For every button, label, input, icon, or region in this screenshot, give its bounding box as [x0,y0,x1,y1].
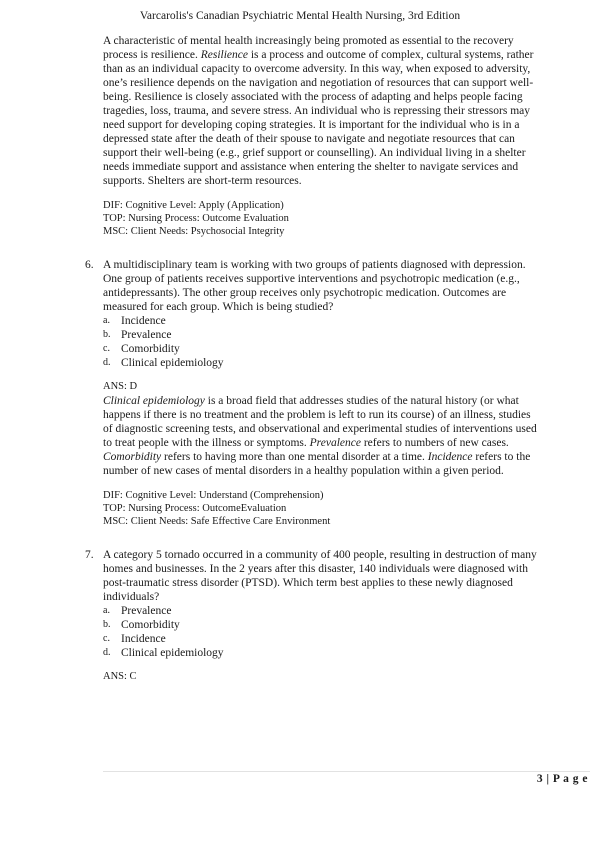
intro-term-resilience: Resilience [200,49,248,61]
option-c [103,342,543,356]
term-prevalence: Prevalence [309,437,361,449]
question-stem: A category 5 tornado occurred in a community of 400 people, resulting in destruction of many homes and businesses. In the 2 years after this disaster, 140 individuals were diagnosed with post-traumatic stress disorder (PTSD). Which term best applies to these newly diagnosed individuals? [103,549,537,603]
option-letter: a. [103,315,110,326]
option-text: Prevalence [121,605,172,617]
answer-options [103,604,543,660]
document-header [0,9,600,23]
option-text: Clinical epidemiology [121,647,224,659]
rationale-text: refers to the number of new cases of mental disorders in a healthy population within a given period. [103,451,531,477]
page-number: 3 | P a g e [536,773,588,785]
term-clinical-epidemiology: Clinical epidemiology [103,395,205,407]
intro-rationale [103,34,543,188]
answer-key: ANS: D [103,381,138,392]
answer-rationale [103,394,543,478]
footer-divider [103,771,590,772]
meta-dif: DIF: Cognitive Level: Understand (Comprehension) [103,490,324,501]
option-text: Comorbidity [121,619,180,631]
rationale-text: refers to numbers of new cases. [360,437,509,449]
question-meta [103,489,543,528]
answer-key: ANS: C [103,671,137,682]
option-a [103,314,543,328]
option-text: Clinical epidemiology [121,357,224,369]
answer-options [103,314,543,370]
rationale-text: is a broad field that addresses studies of the natural history (or what happens if there is no treatment and the problem is left to run its course) of an illness, studies of diagnostic screening tests, and observational and experimental studies of interventions used to treat people with the illness or symptoms. [103,395,537,449]
option-letter: d. [103,647,111,658]
option-letter: b. [103,619,111,630]
option-d [103,646,543,660]
question-stem: A multidisciplinary team is working with two groups of patients diagnosed with depression. One group of patients receives supportive interventions and psychotropic medication (e.g., antidepressants). The other group receives only psychotropic medication. Outcomes are measured for each group. Which is being studied? [103,259,526,313]
intro-meta [103,199,543,238]
option-a [103,604,543,618]
option-c [103,632,543,646]
option-letter: a. [103,605,110,616]
intro-text-1: A characteristic of mental health increasingly being promoted as essential to the recovery process is resilience. [103,35,514,61]
meta-top: TOP: Nursing Process: OutcomeEvaluation [103,503,287,514]
page-content [85,34,543,684]
question-7 [85,548,543,684]
option-text: Comorbidity [121,343,180,355]
option-d [103,356,543,370]
question-6 [85,258,543,528]
document-title: Varcarolis's Canadian Psychiatric Mental Health Nursing, 3rd Edition [139,10,461,22]
option-b [103,618,543,632]
term-comorbidity: Comorbidity [103,451,162,463]
option-text: Incidence [121,633,166,645]
meta-dif: DIF: Cognitive Level: Apply (Application) [103,200,284,211]
term-incidence: Incidence [427,451,473,463]
meta-top: TOP: Nursing Process: Outcome Evaluation [103,213,289,224]
option-letter: b. [103,329,111,340]
meta-msc: MSC: Client Needs: Psychosocial Integrity [103,226,285,237]
option-letter: c. [103,633,110,644]
option-text: Prevalence [121,329,172,341]
option-text: Incidence [121,315,166,327]
question-number: 7. [85,549,94,561]
option-letter: d. [103,357,111,368]
rationale-text: refers to having more than one mental disorder at a time. [161,451,428,463]
option-b [103,328,543,342]
intro-text-2: is a process and outcome of complex, cultural systems, rather than as an individual capacity to overcome adversity. In this way, when exposed to adversity, one’s resilience depends on the navigation and negotiation of resources that can support well-being. Resilience is closely associated with the process of adapting and helps people facing tragedies, loss, trauma, and severe stress. An individual who is repressing their stressors may need support for developing coping strategies. It is important for the individual who is in a depressed state after the death of their spouse to navigate and negotiate resources that can support their well-being (e.g., grief support or counselling). An individual living in a shelter needs immediate support and assistance when entering the shelter to navigate services and supports. Shelters are short-term resources. [103,49,534,187]
meta-msc: MSC: Client Needs: Safe Effective Care Environment [103,516,331,527]
question-number: 6. [85,259,94,271]
option-letter: c. [103,343,110,354]
